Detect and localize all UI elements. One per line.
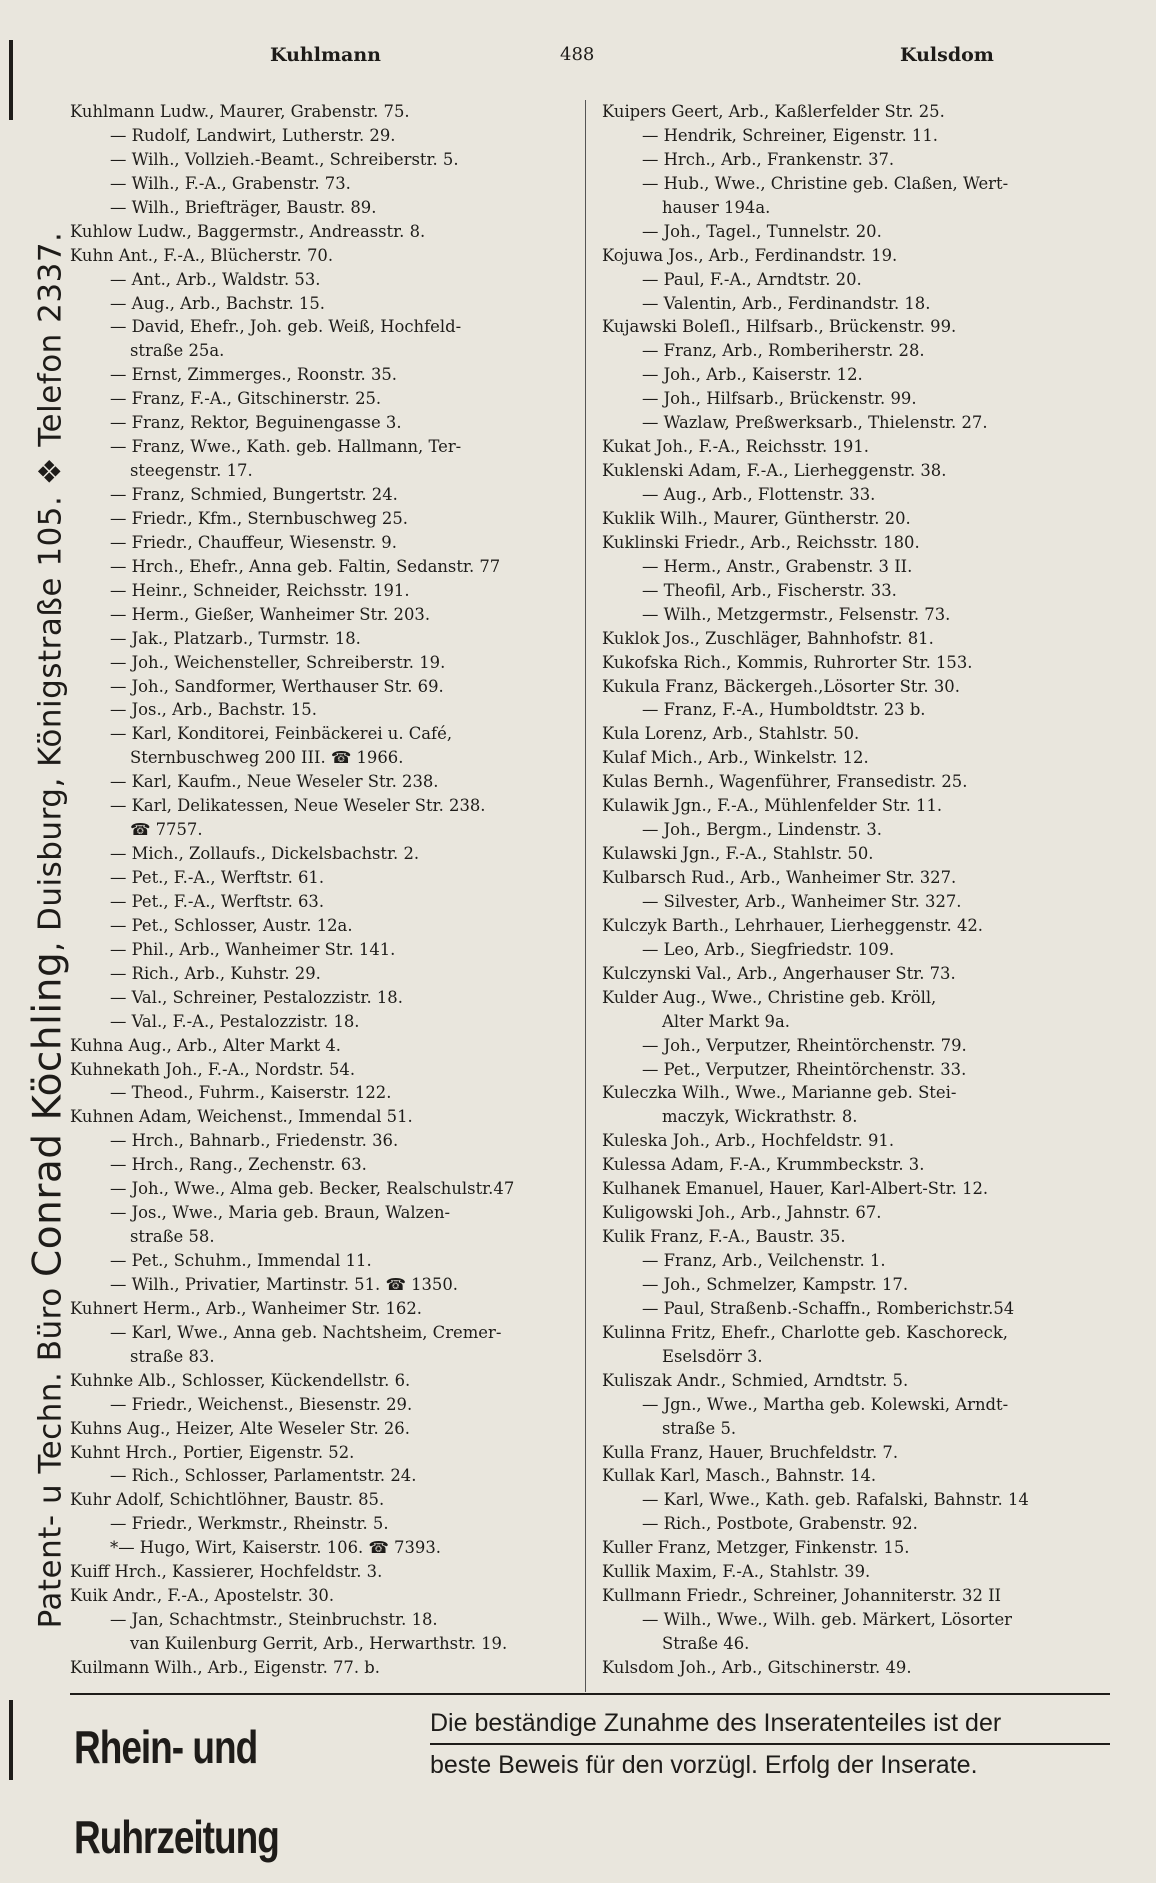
directory-entry: Sternbuschweg 200 III. ☎ 1966.	[130, 748, 404, 768]
directory-entry: straße 25a.	[130, 341, 225, 361]
directory-entry: — Wilh., Briefträger, Baustr. 89.	[110, 197, 377, 217]
directory-entry: — Val., Schreiner, Pestalozzistr. 18.	[110, 987, 403, 1007]
directory-entry: Kulhanek Emanuel, Hauer, Karl-Albert-Str. 12.	[602, 1179, 989, 1199]
ad-title: Rhein- und Ruhrzeitung	[74, 1721, 279, 1863]
directory-entry: — Karl, Konditorei, Feinbäckerei u. Café,	[110, 724, 453, 744]
directory-entry: — Joh., Wwe., Alma geb. Becker, Realschulstr.47	[110, 1179, 515, 1199]
directory-entry: — Rich., Postbote, Grabenstr. 92.	[642, 1514, 918, 1534]
directory-entry: Kuklik Wilh., Maurer, Güntherstr. 20.	[602, 508, 911, 528]
directory-entry: Kuller Franz, Metzger, Finkenstr. 15.	[602, 1538, 910, 1558]
directory-entry: Kuhna Aug., Arb., Alter Markt 4.	[70, 1035, 342, 1055]
directory-entry: Kuhn Ant., F.-A., Blücherstr. 70.	[70, 245, 334, 265]
directory-entry: — Rudolf, Landwirt, Lutherstr. 29.	[110, 125, 396, 145]
directory-entry: ☎ 7757.	[130, 820, 203, 840]
directory-entry: straße 5.	[662, 1418, 737, 1438]
directory-entry: — Mich., Zollaufs., Dickelsbachstr. 2.	[110, 844, 420, 864]
directory-entry: Eselsdörr 3.	[662, 1346, 763, 1366]
directory-entry: — Joh., Hilfsarb., Brückenstr. 99.	[642, 389, 917, 409]
directory-entry: — Friedr., Chauffeur, Wiesenstr. 9.	[110, 532, 397, 552]
directory-entry: — Wilh., Privatier, Martinstr. 51. ☎ 1350.	[110, 1274, 459, 1294]
directory-entry: — Joh., Sandformer, Werthauser Str. 69.	[110, 676, 444, 696]
directory-entry: Kulla Franz, Hauer, Bruchfeldstr. 7.	[602, 1442, 899, 1462]
ad-line-1: Die beständige Zunahme des Inseratenteiles ist der	[430, 1709, 1002, 1737]
directory-entry: Kulaf Mich., Arb., Winkelstr. 12.	[602, 748, 869, 768]
directory-entry: Kulessa Adam, F.-A., Krummbeckstr. 3.	[602, 1155, 925, 1175]
directory-entry: — Pet., F.-A., Werftstr. 63.	[110, 891, 325, 911]
directory-entry: Kulder Aug., Wwe., Christine geb. Kröll,	[602, 987, 937, 1007]
directory-entry: — Pet., Verputzer, Rheintörchenstr. 33.	[642, 1059, 967, 1079]
directory-entry: — Paul, Straßenb.-Schaffn., Romberichstr.54	[642, 1298, 1015, 1318]
directory-entry: Kuiff Hrch., Kassierer, Hochfeldstr. 3.	[70, 1562, 383, 1582]
directory-entry: Kukat Joh., F.-A., Reichsstr. 191.	[602, 437, 869, 457]
directory-entry: — Paul, F.-A., Arndtstr. 20.	[642, 269, 862, 289]
directory-entry: Kojuwa Jos., Arb., Ferdinandstr. 19.	[602, 245, 898, 265]
directory-entry: — Hendrik, Schreiner, Eigenstr. 11.	[642, 125, 938, 145]
directory-entry: — Ant., Arb., Waldstr. 53.	[110, 269, 321, 289]
directory-entry: Kuhns Aug., Heizer, Alte Weseler Str. 26.	[70, 1418, 410, 1438]
directory-entry: — Pet., F.-A., Werftstr. 61.	[110, 868, 325, 887]
directory-entry: Kulawik Jgn., F.-A., Mühlenfelder Str. 11.	[602, 796, 943, 816]
directory-entry: Kuipers Geert, Arb., Kaßlerfelder Str. 25.	[602, 102, 945, 121]
directory-entry: Straße 46.	[662, 1634, 750, 1653]
directory-entry: — Wilh., F.-A., Grabenstr. 73.	[110, 173, 351, 193]
directory-entry: — Franz, Arb., Romberiherstr. 28.	[642, 341, 925, 361]
directory-entry: Kuhnen Adam, Weichenst., Immendal 51.	[70, 1107, 413, 1127]
directory-entry: — Ernst, Zimmerges., Roonstr. 35.	[110, 365, 398, 385]
side-banner-name: Conrad Köchling	[25, 951, 71, 1277]
directory-entry: — Hrch., Bahnarb., Friedenstr. 36.	[110, 1131, 399, 1151]
directory-entry: — Phil., Arb., Wanheimer Str. 141.	[110, 939, 396, 959]
directory-entry: — Franz, F.-A., Humboldtstr. 23 b.	[642, 700, 926, 720]
left-column	[70, 100, 580, 1680]
directory-entry: Kuhnt Hrch., Portier, Eigenstr. 52.	[70, 1442, 355, 1462]
directory-entry: — Hub., Wwe., Christine geb. Claßen, Wert-	[642, 173, 1009, 193]
directory-entry: — Jos., Arb., Bachstr. 15.	[110, 700, 317, 720]
directory-entry: — Hrch., Ehefr., Anna geb. Faltin, Sedanstr. 77	[110, 556, 501, 576]
side-banner	[26, 232, 71, 1629]
directory-entry: Kulsdom Joh., Arb., Gitschinerstr. 49.	[602, 1657, 912, 1677]
directory-entry: Kulczyk Barth., Lehrhauer, Lierheggenstr. 42.	[602, 915, 984, 935]
directory-entry: *— Hugo, Wirt, Kaiserstr. 106. ☎ 7393.	[110, 1538, 441, 1558]
ad-text	[430, 1703, 1110, 1785]
directory-entry: — Joh., Bergm., Lindenstr. 3.	[642, 820, 882, 840]
side-banner-suffix: , Duisburg, Königstraße 105. ❖ Telefon 2337.	[32, 231, 69, 952]
directory-entry: Kuhlow Ludw., Baggermstr., Andreasstr. 8.	[70, 221, 426, 241]
directory-entry: — Theofil, Arb., Fischerstr. 33.	[642, 580, 897, 600]
directory-entry: straße 83.	[130, 1346, 215, 1366]
directory-entry: — Aug., Arb., Flottenstr. 33.	[642, 485, 876, 504]
directory-entry: Kuik Andr., F.-A., Apostelstr. 30.	[70, 1586, 335, 1606]
directory-entry: — Franz, Schmied, Bungertstr. 24.	[110, 485, 398, 504]
directory-entry: — Wazlaw, Preßwerksarb., Thielenstr. 27.	[642, 413, 988, 433]
directory-entry: Kuklok Jos., Zuschläger, Bahnhofstr. 81.	[602, 628, 934, 648]
page-number: 488	[560, 44, 595, 65]
directory-entry: — Franz, Wwe., Kath. geb. Hallmann, Ter-	[110, 437, 462, 457]
directory-entry: — Friedr., Kfm., Sternbuschweg 25.	[110, 508, 408, 528]
directory-entry: Kukofska Rich., Kommis, Ruhrorter Str. 153.	[602, 652, 973, 672]
directory-entry: hauser 194a.	[662, 197, 771, 217]
directory-entry: — Theod., Fuhrm., Kaiserstr. 122.	[110, 1083, 392, 1103]
directory-entry: Kula Lorenz, Arb., Stahlstr. 50.	[602, 724, 860, 744]
directory-entry: — Pet., Schuhm., Immendal 11.	[110, 1251, 372, 1270]
directory-entry: Kullak Karl, Masch., Bahnstr. 14.	[602, 1466, 877, 1486]
directory-entry: Kuklenski Adam, F.-A., Lierheggenstr. 38.	[602, 461, 947, 481]
directory-entry: Kulawski Jgn., F.-A., Stahlstr. 50.	[602, 844, 874, 864]
directory-entry: Alter Markt 9a.	[662, 1011, 790, 1031]
directory-entry: — Val., F.-A., Pestalozzistr. 18.	[110, 1011, 360, 1031]
ad-line-2: beste Beweis für den vorzügl. Erfolg der Inserate.	[430, 1743, 1110, 1785]
directory-entry: — Franz, Arb., Veilchenstr. 1.	[642, 1251, 886, 1270]
directory-entry: steegenstr. 17.	[130, 461, 253, 481]
directory-entry: Kulas Bernh., Wagenführer, Fransedistr. 25.	[602, 772, 968, 792]
directory-entry: — Jak., Platzarb., Turmstr. 18.	[110, 628, 361, 648]
directory-entry: — Karl, Delikatessen, Neue Weseler Str. 238.	[110, 796, 486, 816]
footer-rule	[70, 1693, 1110, 1695]
directory-entry: — Leo, Arb., Siegfriedstr. 109.	[642, 939, 895, 959]
directory-entry: — Joh., Tagel., Tunnelstr. 20.	[642, 221, 882, 241]
directory-entry: Kuklinski Friedr., Arb., Reichsstr. 180.	[602, 532, 920, 552]
directory-entry: — Karl, Wwe., Anna geb. Nachtsheim, Cremer-	[110, 1322, 502, 1342]
directory-entry: — Hrch., Arb., Frankenstr. 37.	[642, 149, 895, 169]
directory-entry: — Pet., Schlosser, Austr. 12a.	[110, 915, 353, 935]
directory-entry: Kuligowski Joh., Arb., Jahnstr. 67.	[602, 1203, 882, 1223]
directory-entry: Kuhlmann Ludw., Maurer, Grabenstr. 75.	[70, 102, 410, 121]
directory-entry: — Herm., Anstr., Grabenstr. 3 II.	[642, 556, 913, 576]
directory-entry: — Friedr., Weichenst., Biesenstr. 29.	[110, 1394, 413, 1414]
directory-entry: — Wilh., Vollzieh.-Beamt., Schreiberstr. 5.	[110, 149, 459, 169]
directory-entry: — Wilh., Wwe., Wilh. geb. Märkert, Lösorter	[642, 1610, 1013, 1630]
directory-entry: — Heinr., Schneider, Reichsstr. 191.	[110, 580, 410, 600]
directory-entry: Kullik Maxim, F.-A., Stahlstr. 39.	[602, 1562, 871, 1582]
right-column	[602, 100, 1110, 1680]
directory-entry: Kuhnekath Joh., F.-A., Nordstr. 54.	[70, 1059, 356, 1079]
directory-entry: Kuleska Joh., Arb., Hochfeldstr. 91.	[602, 1131, 895, 1151]
side-banner-prefix: Patent- u Techn. Büro	[32, 1276, 69, 1629]
directory-entry: maczyk, Wickrathstr. 8.	[662, 1107, 858, 1127]
directory-entry: Kulik Franz, F.-A., Baustr. 35.	[602, 1227, 846, 1247]
directory-entry: Kukula Franz, Bäckergeh.,Lösorter Str. 30.	[602, 676, 960, 696]
directory-entry: — Joh., Weichensteller, Schreiberstr. 19.	[110, 652, 446, 672]
directory-entry: — Friedr., Werkmstr., Rheinstr. 5.	[110, 1514, 389, 1534]
directory-entry: — Hrch., Rang., Zechenstr. 63.	[110, 1155, 367, 1175]
directory-entry: — David, Ehefr., Joh. geb. Weiß, Hochfeld-	[110, 317, 462, 337]
directory-entry: — Rich., Schlosser, Parlamentstr. 24.	[110, 1466, 417, 1486]
directory-entry: Kuhnert Herm., Arb., Wanheimer Str. 162.	[70, 1298, 422, 1318]
directory-entry: — Wilh., Metzgermstr., Felsenstr. 73.	[642, 604, 951, 624]
directory-entry: — Karl, Kaufm., Neue Weseler Str. 238.	[110, 772, 439, 792]
directory-entry: Kulinna Fritz, Ehefr., Charlotte geb. Kaschoreck,	[602, 1322, 1008, 1342]
directory-entry: Kuliszak Andr., Schmied, Arndtstr. 5.	[602, 1370, 909, 1390]
directory-entry: — Jan, Schachtmstr., Steinbruchstr. 18.	[110, 1610, 438, 1630]
directory-entry: — Franz, F.-A., Gitschinerstr. 25.	[110, 389, 382, 409]
directory-entry: Kuhr Adolf, Schichtlöhner, Baustr. 85.	[70, 1490, 385, 1510]
column-divider	[585, 100, 586, 1692]
directory-entry: — Jos., Wwe., Maria geb. Braun, Walzen-	[110, 1203, 451, 1223]
directory-entry: Kullmann Friedr., Schreiner, Johanniterstr. 32 II	[602, 1586, 1002, 1606]
side-rule-bottom	[9, 1700, 13, 1780]
directory-entry: — Herm., Gießer, Wanheimer Str. 203.	[110, 604, 431, 624]
directory-entry: — Karl, Wwe., Kath. geb. Rafalski, Bahnstr. 14	[642, 1490, 1029, 1510]
directory-entry: — Jgn., Wwe., Martha geb. Kolewski, Arndt-	[642, 1394, 1009, 1414]
directory-entry: Kujawski Boleſl., Hilfsarb., Brückenstr. 99.	[602, 317, 957, 337]
directory-entry: Kulbarsch Rud., Arb., Wanheimer Str. 327.	[602, 868, 957, 887]
directory-entry: straße 58.	[130, 1227, 215, 1247]
directory-entry: — Valentin, Arb., Ferdinandstr. 18.	[642, 293, 931, 313]
directory-entry: van Kuilenburg Gerrit, Arb., Herwarthstr. 19.	[130, 1634, 508, 1653]
directory-entry: — Joh., Arb., Kaiserstr. 12.	[642, 365, 863, 385]
directory-entry: Kulczynski Val., Arb., Angerhauser Str. 73.	[602, 963, 956, 983]
page-header	[70, 44, 1110, 80]
header-left-keyword: Kuhlmann	[270, 44, 381, 66]
header-right-keyword: Kulsdom	[900, 44, 994, 66]
directory-entry: — Joh., Schmelzer, Kampstr. 17.	[642, 1274, 909, 1294]
directory-entry: Kuleczka Wilh., Wwe., Marianne geb. Stei-	[602, 1083, 957, 1103]
directory-entry: Kuilmann Wilh., Arb., Eigenstr. 77. b.	[70, 1657, 380, 1677]
directory-entry: — Rich., Arb., Kuhstr. 29.	[110, 963, 321, 983]
side-rule-top	[9, 40, 13, 120]
directory-entry: — Aug., Arb., Bachstr. 15.	[110, 293, 325, 313]
directory-entry: — Joh., Verputzer, Rheintörchenstr. 79.	[642, 1035, 967, 1055]
directory-entry: Kuhnke Alb., Schlosser, Kückendellstr. 6.	[70, 1370, 411, 1390]
directory-entry: — Franz, Rektor, Beguinengasse 3.	[110, 413, 402, 433]
directory-entry: — Silvester, Arb., Wanheimer Str. 327.	[642, 891, 962, 911]
